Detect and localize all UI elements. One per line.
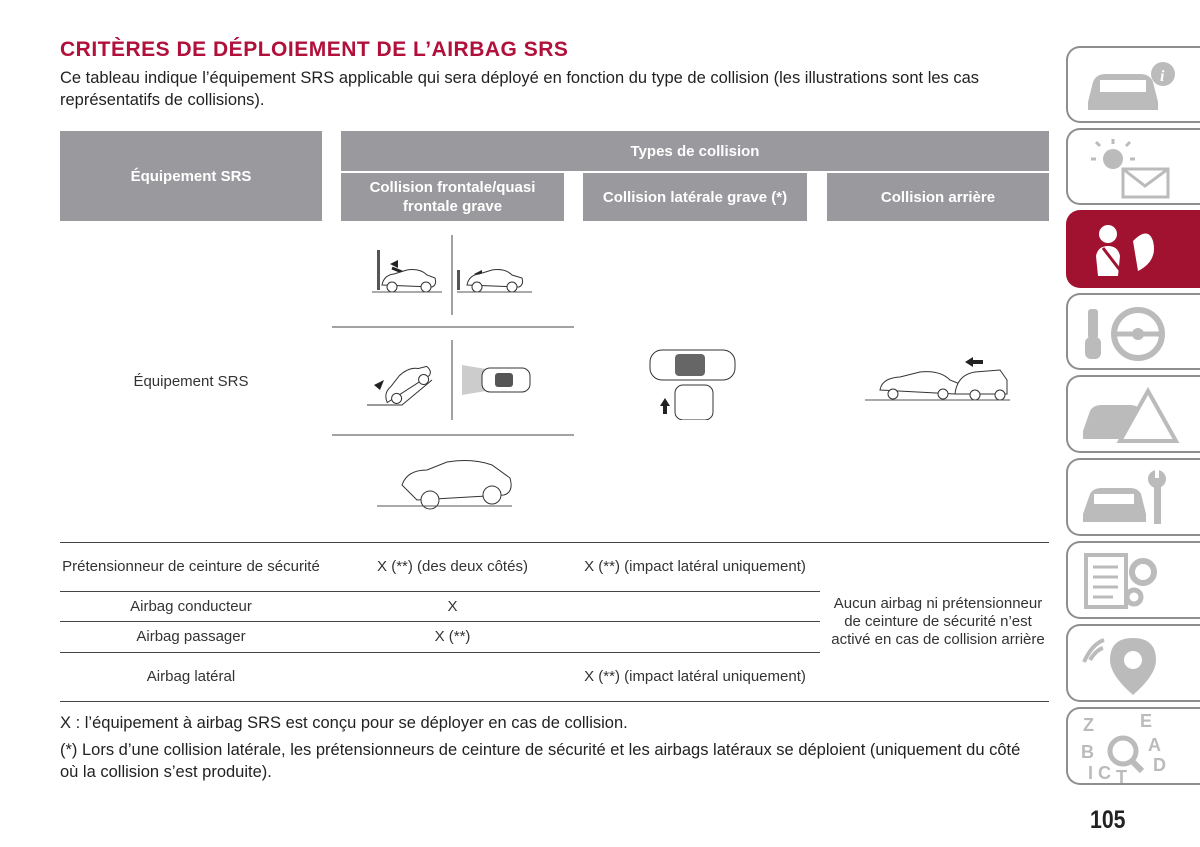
side-collision-illustration [645, 340, 745, 420]
rear-collision-note: Aucun airbag ni prétensionneur de ceinture de sécurité n’est activé en cas de collision arrière [831, 595, 1045, 648]
illustration-row-label: Équipement SRS [133, 373, 249, 390]
car-pole-collision-icon [462, 365, 530, 395]
row-passenger-airbag-side [583, 622, 807, 652]
airbag-seatbelt-icon [1078, 216, 1188, 286]
row-driver-airbag-label: Airbag conducteur [130, 597, 252, 615]
tab-starting-driving[interactable] [1066, 293, 1200, 370]
svg-text:A: A [1148, 735, 1161, 755]
header-collision-types: Types de collision [341, 131, 1049, 171]
list-gears-icon [1078, 547, 1188, 617]
tab-maintenance[interactable] [1066, 458, 1200, 536]
header-srs-equipment: Équipement SRS [60, 131, 322, 221]
row-side-airbag-label: Airbag latéral [146, 668, 236, 685]
row-seatbelt-front: X (**) (des deux côtés) [377, 558, 528, 575]
page-title: CRITÈRES DE DÉPLOIEMENT DE L’AIRBAG SRS [60, 38, 569, 61]
car-front-wall-icon [372, 250, 442, 292]
tab-specifications[interactable] [1066, 541, 1200, 619]
note-x-legend: X : l’équipement à airbag SRS est conçu pour se déployer en cas de collision. [60, 714, 628, 732]
light-envelope-icon [1078, 134, 1188, 204]
tab-lights-messages[interactable] [1066, 128, 1200, 205]
note-side-collision: (*) Lors d’une collision latérale, les prétensionneurs de ceinture de sécurité et les airbags latéraux se déploient (uniquement du côté où la collision s’est produite). [60, 741, 1021, 781]
row-seatbelt-side: X (**) (impact latéral uniquement) [584, 558, 806, 575]
car-front-crash-large-icon [377, 461, 512, 509]
row-driver-airbag-side [583, 592, 807, 621]
row-passenger-airbag-front: X (**) [434, 628, 471, 645]
tab-index[interactable] [1066, 707, 1200, 785]
tab-car-info[interactable] [1066, 46, 1200, 123]
key-steering-wheel-icon [1078, 299, 1188, 369]
alphabet-index-icon [1078, 713, 1188, 783]
svg-text:C: C [1098, 763, 1111, 783]
svg-text:T: T [1116, 767, 1127, 783]
svg-text:B: B [1081, 742, 1094, 762]
car-wrench-icon [1078, 464, 1188, 534]
car-info-icon [1078, 52, 1188, 122]
tab-emergency[interactable] [1066, 375, 1200, 453]
svg-text:E: E [1140, 713, 1153, 731]
media-navigation-icon [1078, 630, 1188, 700]
tab-safety[interactable] [1066, 210, 1200, 288]
header-front-collision: Collision frontale/quasi frontale grave [341, 173, 564, 221]
svg-text:Z: Z [1083, 715, 1094, 735]
rear-collision-illustration [865, 350, 1010, 405]
row-passenger-airbag-label: Airbag passager [136, 628, 246, 645]
row-seatbelt-label: Prétensionneur de ceinture de sécurité [62, 558, 320, 575]
front-collision-illustrations [332, 230, 574, 530]
intro-text: Ce tableau indique l’équipement SRS applicable qui sera déployé en fonction du type de collision (les illustrations sont les cas représentatifs de collisions). [60, 69, 980, 109]
car-offset-front-icon [457, 270, 532, 292]
tab-multimedia[interactable] [1066, 624, 1200, 702]
row-side-airbag-side: X (**) (impact latéral uniquement) [584, 668, 806, 685]
svg-text:D: D [1153, 755, 1166, 775]
page-number: 105 [1090, 806, 1126, 834]
car-warning-triangle-icon [1078, 381, 1188, 451]
header-rear-collision: Collision arrière [827, 173, 1049, 221]
svg-text:i: i [1160, 68, 1165, 85]
row-side-airbag-front [341, 653, 564, 701]
svg-text:I: I [1088, 763, 1094, 783]
row-driver-airbag-front: X [447, 597, 458, 615]
header-side-collision: Collision latérale grave (*) [583, 173, 807, 221]
